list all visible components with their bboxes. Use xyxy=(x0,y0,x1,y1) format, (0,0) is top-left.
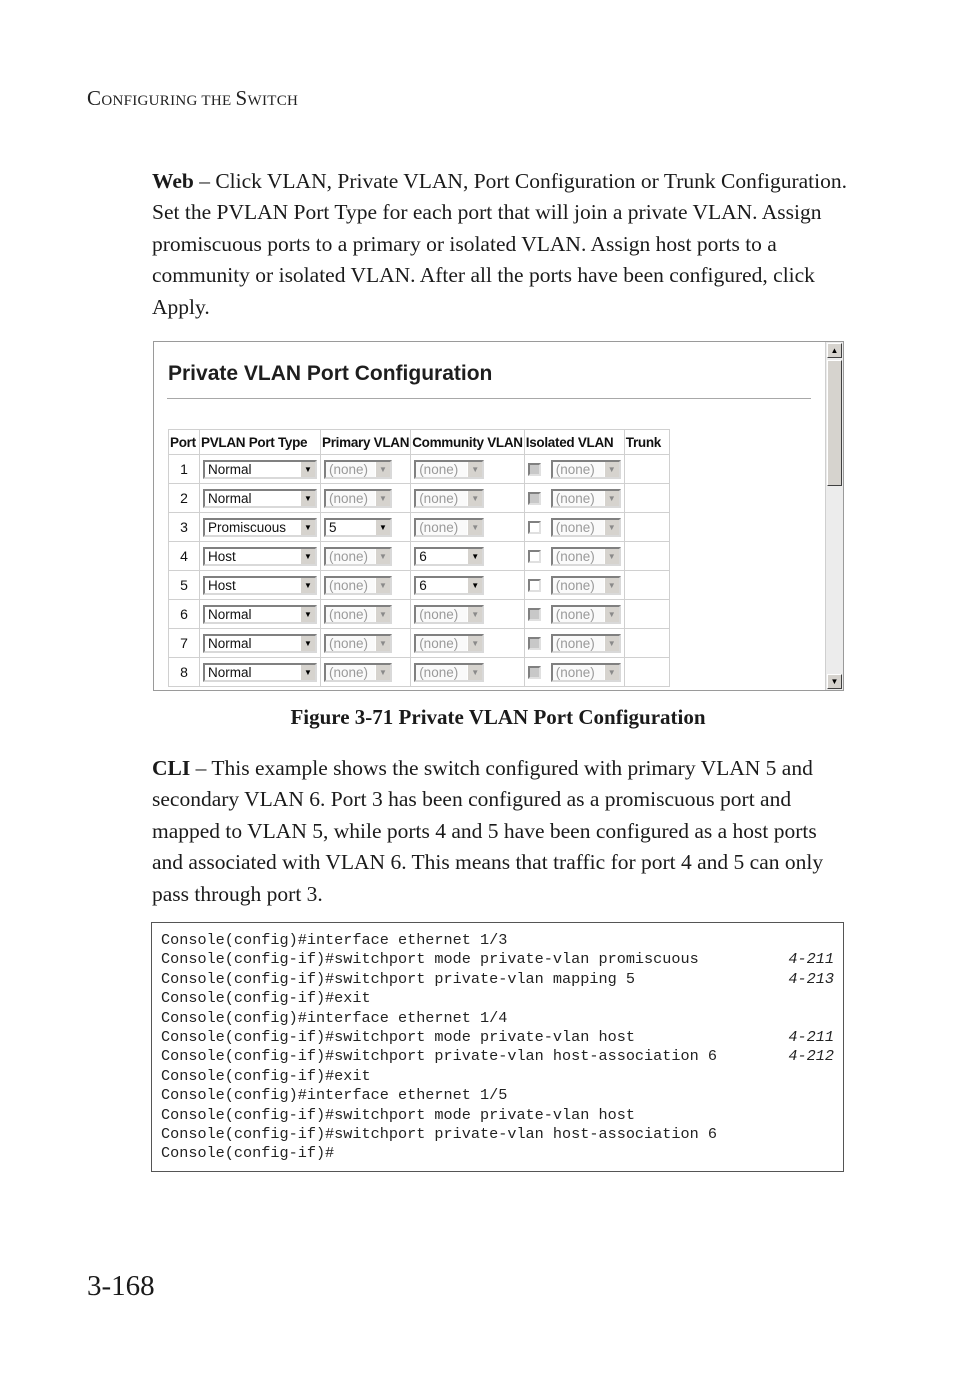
col-port: Port xyxy=(169,430,200,455)
select-value: 6 xyxy=(419,548,427,564)
chevron-down-icon[interactable]: ▼ xyxy=(467,520,482,535)
pvlan-type-cell xyxy=(200,542,321,571)
community-vlan-cell xyxy=(411,542,525,571)
private-vlan-port-config-screenshot xyxy=(153,341,844,691)
trunk-cell xyxy=(624,629,669,658)
pvlan-type-cell xyxy=(200,571,321,600)
isolated-vlan-cell xyxy=(524,455,624,484)
select-value: (none) xyxy=(329,635,369,651)
code-line xyxy=(161,970,834,990)
page-number: 3-168 xyxy=(87,1270,155,1302)
chevron-down-icon[interactable]: ▼ xyxy=(375,665,390,680)
primary-vlan-select[interactable] xyxy=(324,460,392,479)
isolated-vlan-select[interactable] xyxy=(551,634,621,653)
code-command: Console(config-if)#exit xyxy=(161,1066,371,1085)
isolated-checkbox[interactable] xyxy=(528,463,541,476)
code-command: Console(config-if)#switchport private-vlan host-association 6 xyxy=(161,1125,717,1143)
chevron-down-icon[interactable]: ▼ xyxy=(467,491,482,506)
chevron-down-icon[interactable]: ▼ xyxy=(604,636,619,651)
pvlan-type-cell xyxy=(200,513,321,542)
code-line xyxy=(161,931,834,951)
title-divider xyxy=(167,398,811,399)
isolated-checkbox[interactable] xyxy=(528,579,541,592)
chevron-down-icon[interactable]: ▼ xyxy=(604,578,619,593)
pvlan-port-type-select[interactable] xyxy=(203,663,317,682)
primary-vlan-cell xyxy=(321,571,411,600)
code-reference: 4-212 xyxy=(788,1047,834,1066)
pvlan-type-cell xyxy=(200,484,321,513)
isolated-checkbox[interactable] xyxy=(528,521,541,534)
cli-text: – This example shows the switch configured with primary VLAN 5 and secondary VLAN 6. Port 3 has been configured as a promiscuous port and mapped to VLAN 5, while ports 4 and 5 have been configured as a host ports and associated with VLAN 6. This means that traffic for port 4 and 5 can only pass through port 3. xyxy=(152,756,824,906)
chevron-down-icon[interactable]: ▼ xyxy=(375,491,390,506)
community-vlan-cell xyxy=(411,571,525,600)
isolated-vlan-select[interactable] xyxy=(551,489,621,508)
vertical-scrollbar[interactable] xyxy=(825,342,843,690)
code-line xyxy=(161,1028,834,1048)
isolated-checkbox[interactable] xyxy=(528,637,541,650)
pvlan-port-type-select[interactable] xyxy=(203,605,317,624)
chevron-down-icon[interactable]: ▼ xyxy=(375,462,390,477)
table-row xyxy=(169,600,670,629)
isolated-checkbox[interactable] xyxy=(528,666,541,679)
community-vlan-cell xyxy=(411,455,525,484)
community-vlan-cell xyxy=(411,484,525,513)
table-row xyxy=(169,658,670,687)
port-number: 8 xyxy=(169,658,200,687)
select-value: Promiscuous xyxy=(208,519,287,535)
chevron-down-icon[interactable]: ▼ xyxy=(300,491,315,506)
chevron-down-icon[interactable]: ▼ xyxy=(375,636,390,651)
select-value: (none) xyxy=(329,606,369,622)
select-value: (none) xyxy=(329,461,369,477)
select-value: Normal xyxy=(208,664,252,680)
select-value: Normal xyxy=(208,490,252,506)
trunk-cell xyxy=(624,600,669,629)
col-trunk: Trunk xyxy=(624,430,669,455)
primary-vlan-cell xyxy=(321,658,411,687)
select-value: Host xyxy=(208,577,236,593)
code-line xyxy=(161,1106,834,1126)
isolated-vlan-cell xyxy=(524,484,624,513)
community-vlan-select[interactable] xyxy=(414,605,484,624)
code-reference: 4-211 xyxy=(788,1028,834,1046)
scroll-up-arrow-icon[interactable]: ▲ xyxy=(827,343,842,358)
primary-vlan-cell xyxy=(321,600,411,629)
chevron-down-icon[interactable]: ▼ xyxy=(375,578,390,593)
select-value: (none) xyxy=(555,577,595,593)
web-instructions xyxy=(152,166,852,323)
select-value: (none) xyxy=(329,548,369,564)
select-value: (none) xyxy=(555,664,595,680)
community-vlan-select[interactable] xyxy=(414,634,484,653)
isolated-checkbox[interactable] xyxy=(528,608,541,621)
code-line xyxy=(161,1047,834,1067)
trunk-cell xyxy=(624,658,669,687)
isolated-vlan-select[interactable] xyxy=(551,460,621,479)
primary-vlan-select[interactable] xyxy=(324,576,392,595)
code-line xyxy=(161,989,834,1009)
primary-vlan-select[interactable] xyxy=(324,663,392,682)
pvlan-type-cell xyxy=(200,455,321,484)
table-row xyxy=(169,513,670,542)
code-command: Console(config-if)# xyxy=(161,1144,335,1163)
community-vlan-select[interactable] xyxy=(414,547,484,566)
code-line xyxy=(161,1125,834,1145)
code-line xyxy=(161,950,834,970)
primary-vlan-cell xyxy=(321,455,411,484)
community-vlan-select[interactable] xyxy=(414,460,484,479)
isolated-vlan-select[interactable] xyxy=(551,518,621,537)
community-vlan-select[interactable] xyxy=(414,518,484,537)
isolated-vlan-select[interactable] xyxy=(551,663,621,682)
chevron-down-icon[interactable]: ▼ xyxy=(300,665,315,680)
pvlan-type-cell xyxy=(200,658,321,687)
chevron-down-icon[interactable]: ▼ xyxy=(300,578,315,593)
select-value: (none) xyxy=(555,490,595,506)
running-head: CONFIGURING THE SWITCH xyxy=(87,86,299,110)
isolated-vlan-select[interactable] xyxy=(551,547,621,566)
community-vlan-cell xyxy=(411,658,525,687)
primary-vlan-select[interactable] xyxy=(324,605,392,624)
port-number: 5 xyxy=(169,571,200,600)
isolated-vlan-cell xyxy=(524,542,624,571)
pvlan-type-cell xyxy=(200,600,321,629)
scroll-thumb[interactable] xyxy=(827,360,842,486)
port-number: 6 xyxy=(169,600,200,629)
port-number: 4 xyxy=(169,542,200,571)
isolated-vlan-cell xyxy=(524,571,624,600)
community-vlan-select[interactable] xyxy=(414,489,484,508)
chevron-down-icon[interactable]: ▼ xyxy=(604,665,619,680)
trunk-cell xyxy=(624,571,669,600)
cli-description xyxy=(152,753,852,910)
primary-vlan-cell xyxy=(321,542,411,571)
code-line xyxy=(161,1009,834,1029)
trunk-cell xyxy=(624,455,669,484)
chevron-down-icon[interactable]: ▼ xyxy=(467,549,482,564)
chevron-down-icon[interactable]: ▼ xyxy=(604,607,619,622)
pvlan-port-type-select[interactable] xyxy=(203,576,317,595)
select-value: Normal xyxy=(208,606,252,622)
chevron-down-icon[interactable]: ▼ xyxy=(375,607,390,622)
select-value: (none) xyxy=(419,461,459,477)
select-value: (none) xyxy=(419,664,459,680)
trunk-cell xyxy=(624,542,669,571)
code-line xyxy=(161,1144,834,1164)
port-number: 3 xyxy=(169,513,200,542)
isolated-vlan-cell xyxy=(524,629,624,658)
select-value: Host xyxy=(208,548,236,564)
code-command: Console(config-if)#switchport mode private-vlan host xyxy=(161,1105,635,1124)
primary-vlan-select[interactable] xyxy=(324,489,392,508)
community-vlan-select[interactable] xyxy=(414,663,484,682)
col-community-vlan: Community VLAN xyxy=(411,430,525,455)
code-command: Console(config-if)#exit xyxy=(161,989,371,1008)
page-title: Private VLAN Port Configuration xyxy=(168,362,493,385)
port-number: 1 xyxy=(169,455,200,484)
port-number: 7 xyxy=(169,629,200,658)
primary-vlan-cell xyxy=(321,484,411,513)
pvlan-port-type-select[interactable] xyxy=(203,634,317,653)
chevron-down-icon[interactable]: ▼ xyxy=(467,636,482,651)
table-row xyxy=(169,629,670,658)
select-value: 6 xyxy=(419,577,427,593)
pvlan-type-cell xyxy=(200,629,321,658)
select-value: (none) xyxy=(329,490,369,506)
isolated-vlan-cell xyxy=(524,600,624,629)
community-vlan-cell xyxy=(411,600,525,629)
pvlan-port-type-select[interactable] xyxy=(203,489,317,508)
table-header-row xyxy=(169,430,670,455)
code-line xyxy=(161,1086,834,1106)
chevron-down-icon[interactable]: ▼ xyxy=(604,462,619,477)
chevron-down-icon[interactable]: ▼ xyxy=(375,520,390,535)
chevron-down-icon[interactable]: ▼ xyxy=(467,665,482,680)
figure-caption: Figure 3-71 Private VLAN Port Configuration xyxy=(290,705,706,729)
select-value: Normal xyxy=(208,461,252,477)
isolated-vlan-cell xyxy=(524,513,624,542)
chevron-down-icon[interactable]: ▼ xyxy=(300,520,315,535)
code-line xyxy=(161,1067,834,1087)
code-command: Console(config-if)#switchport private-vlan host-association 6 xyxy=(161,1047,717,1066)
table-row xyxy=(169,542,670,571)
primary-vlan-select[interactable] xyxy=(324,547,392,566)
table-row xyxy=(169,571,670,600)
community-vlan-select[interactable] xyxy=(414,576,484,595)
port-number: 2 xyxy=(169,484,200,513)
web-text: – Click VLAN, Private VLAN, Port Configuration or Trunk Configuration. Set the PVLAN Port Type for each port that will join a private VLAN. Assign promiscuous ports to a primary or isolated VLAN. Assign host ports to a community or isolated VLAN. After all the ports have been configured, click Apply. xyxy=(152,169,847,319)
col-isolated-vlan: Isolated VLAN xyxy=(524,430,624,455)
code-command: Console(config)#interface ethernet 1/4 xyxy=(161,1008,508,1027)
select-value: 5 xyxy=(329,519,337,535)
code-reference: 4-213 xyxy=(788,969,834,988)
col-primary-vlan: Primary VLAN xyxy=(321,430,411,455)
primary-vlan-select[interactable] xyxy=(324,518,392,537)
table-row xyxy=(169,455,670,484)
primary-vlan-cell xyxy=(321,513,411,542)
cli-code-block xyxy=(151,922,844,1172)
trunk-cell xyxy=(624,513,669,542)
trunk-cell xyxy=(624,484,669,513)
isolated-vlan-select[interactable] xyxy=(551,576,621,595)
primary-vlan-select[interactable] xyxy=(324,634,392,653)
community-vlan-cell xyxy=(411,513,525,542)
pvlan-port-type-select[interactable] xyxy=(203,547,317,566)
isolated-checkbox[interactable] xyxy=(528,492,541,505)
pvlan-port-table xyxy=(168,429,670,687)
chevron-down-icon[interactable]: ▼ xyxy=(604,520,619,535)
table-row xyxy=(169,484,670,513)
chevron-down-icon[interactable]: ▼ xyxy=(375,549,390,564)
code-command: Console(config)#interface ethernet 1/3 xyxy=(161,931,508,949)
chevron-down-icon[interactable]: ▼ xyxy=(604,491,619,506)
code-reference: 4-211 xyxy=(788,950,834,969)
select-value: (none) xyxy=(555,635,595,651)
code-command: Console(config-if)#switchport mode private-vlan host xyxy=(161,1028,635,1046)
chevron-down-icon[interactable]: ▼ xyxy=(300,607,315,622)
select-value: (none) xyxy=(329,577,369,593)
web-lead: Web xyxy=(152,169,194,193)
cli-lead: CLI xyxy=(152,756,191,780)
chevron-down-icon[interactable]: ▼ xyxy=(467,607,482,622)
community-vlan-cell xyxy=(411,629,525,658)
chevron-down-icon[interactable]: ▼ xyxy=(300,462,315,477)
select-value: (none) xyxy=(555,461,595,477)
primary-vlan-cell xyxy=(321,629,411,658)
scroll-down-arrow-icon[interactable]: ▼ xyxy=(827,674,842,689)
code-command: Console(config)#interface ethernet 1/5 xyxy=(161,1086,508,1105)
isolated-vlan-cell xyxy=(524,658,624,687)
isolated-vlan-select[interactable] xyxy=(551,605,621,624)
select-value: (none) xyxy=(555,606,595,622)
code-command: Console(config-if)#switchport private-vlan mapping 5 xyxy=(161,969,635,988)
select-value: (none) xyxy=(419,635,459,651)
select-value: (none) xyxy=(555,548,595,564)
select-value: (none) xyxy=(555,519,595,535)
chevron-down-icon[interactable]: ▼ xyxy=(300,636,315,651)
select-value: (none) xyxy=(419,490,459,506)
select-value: (none) xyxy=(329,664,369,680)
isolated-checkbox[interactable] xyxy=(528,550,541,563)
chevron-down-icon[interactable]: ▼ xyxy=(467,578,482,593)
col-pvlan-port-type: PVLAN Port Type xyxy=(200,430,321,455)
select-value: (none) xyxy=(419,606,459,622)
select-value: (none) xyxy=(419,519,459,535)
chevron-down-icon[interactable]: ▼ xyxy=(300,549,315,564)
pvlan-port-type-select[interactable] xyxy=(203,518,317,537)
code-command: Console(config-if)#switchport mode private-vlan promiscuous xyxy=(161,950,699,969)
pvlan-port-type-select[interactable] xyxy=(203,460,317,479)
chevron-down-icon[interactable]: ▼ xyxy=(467,462,482,477)
select-value: Normal xyxy=(208,635,252,651)
chevron-down-icon[interactable]: ▼ xyxy=(604,549,619,564)
